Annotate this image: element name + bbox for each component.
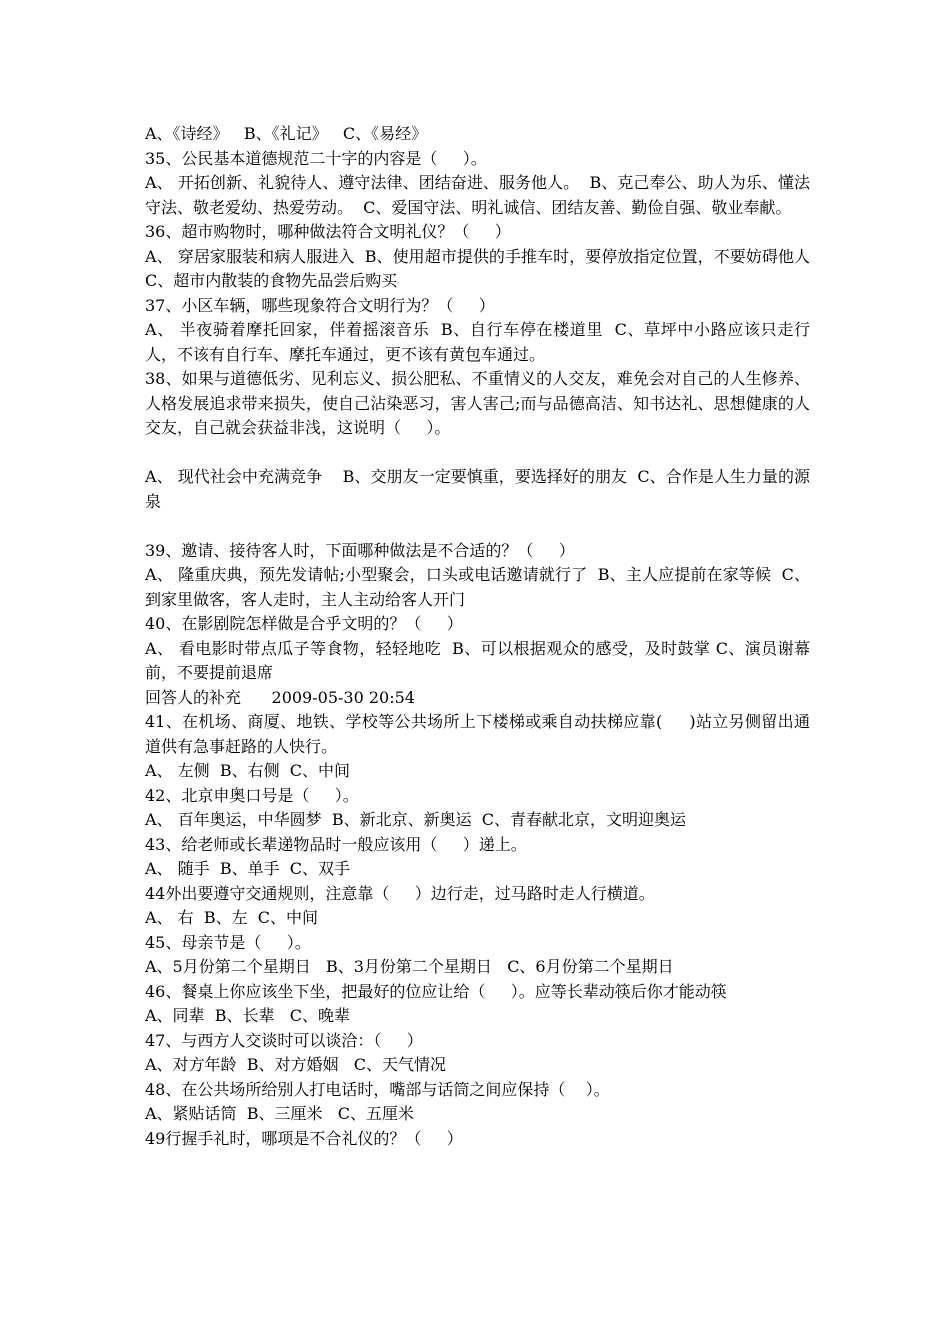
answer-options-48: A、紧贴话筒 B、三厘米 C、五厘米	[145, 1104, 414, 1123]
answer-options-43: A、 随手 B、单手 C、双手	[145, 859, 350, 878]
answer-options-44: A、 右 B、左 C、中间	[145, 908, 318, 927]
question-38: 38、如果与道德低劣、见利忘义、损公肥私、不重情义的人交友，难免会对自己的人生修养、人格发展追求带来损失，使自己沾染恶习，害人害己;而与品德高洁、知书达礼、思想健康的人交友，自己就会获益非浅，这说明（ ）。	[145, 369, 810, 437]
question-39: 39、邀请、接待客人时，下面哪种做法是不合适的？（ ）	[145, 540, 575, 560]
question-36: 36、超市购物时，哪种做法符合文明礼仪？（ ）	[145, 222, 511, 241]
question-37: 37、小区车辆，哪些现象符合文明行为？（ ）	[145, 295, 495, 315]
question-49: 49行握手礼时，哪项是不合礼仪的？（ ）	[145, 1128, 463, 1148]
answer-options-45: A、5月份第二个星期日 B、3月份第二个星期日 C、6月份第二个星期日	[145, 957, 674, 976]
question-43: 43、给老师或长辈递物品时一般应该用（ ）递上。	[145, 834, 527, 854]
question-42: 42、北京申奥口号是（ ）。	[145, 785, 359, 805]
question-41: 41、在机场、商厦、地铁、学校等公共场所上下楼梯或乘自动扶梯应靠( )站立另侧留出通道供有急事赶路的人快行。	[145, 712, 810, 756]
answer-options-40: A、 看电影时带点瓜子等食物，轻轻地吃 B、可以根据观众的感受，及时鼓掌 C、演员谢幕前，不要提前退席	[145, 638, 810, 682]
blank-line	[145, 514, 810, 539]
answer-options-36: A、 穿居家服装和病人服进入 B、使用超市提供的手推车时，要停放指定位置，不要妨碍他人 C、超市内散装的食物先品尝后购买	[145, 246, 821, 290]
answer-options-38: A、 现代社会中充满竞争 B、交朋友一定要慎重，要选择好的朋友 C、合作是人生力量的源泉	[145, 467, 810, 511]
answer-options-39: A、 隆重庆典，预先发请帖;小型聚会，口头或电话邀请就行了 B、主人应提前在家等候 C、到家里做客，客人走时，主人主动给客人开门	[145, 565, 810, 609]
question-45: 45、母亲节是（ ）。	[145, 932, 311, 952]
answer-options-37: A、 半夜骑着摩托回家，伴着摇滚音乐 B、自行车停在楼道里 C、草坪中小路应该只走行人，不该有自行车、摩托车通过，更不该有黄包车通过。	[145, 320, 810, 364]
text-line: A、《诗经》 B、《礼记》 C、《易经》	[145, 124, 428, 143]
answer-options-35: A、 开拓创新、礼貌待人、遵守法律、团结奋进、服务他人。 B、克己奉公、助人为乐、懂法守法、敬老爱幼、热爱劳动。 C、爱国守法、明礼诚信、团结友善、勤俭自强、敬业奉献。	[145, 173, 810, 217]
answer-options-46: A、同辈 B、长辈 C、晚辈	[145, 1006, 350, 1025]
answer-options-42: A、 百年奥运，中华圆梦 B、新北京、新奥运 C、青春献北京，文明迎奥运	[145, 810, 686, 829]
question-48: 48、在公共场所给别人打电话时，嘴部与话筒之间应保持（ ）。	[145, 1079, 610, 1099]
question-46: 46、餐桌上你应该坐下坐，把最好的位应让给（ ）。应等长辈动筷后你才能动筷	[145, 981, 727, 1001]
supplement-note: 回答人的补充 2009-05-30 20:54	[145, 687, 415, 707]
question-40: 40、在影剧院怎样做是合乎文明的？（ ）	[145, 614, 463, 633]
answer-options-47: A、对方年龄 B、对方婚姻 C、天气情况	[145, 1055, 446, 1074]
answer-options-41: A、 左侧 B、右侧 C、中间	[145, 761, 350, 780]
question-44: 44外出要遵守交通规则，注意靠（ ）边行走，过马路时走人行横道。	[145, 883, 655, 903]
blank-line	[145, 441, 810, 466]
question-47: 47、与西方人交谈时可以谈洽：（ ）	[145, 1030, 423, 1050]
document-page	[145, 122, 821, 1151]
question-35: 35、公民基本道德规范二十字的内容是（ ）。	[145, 148, 487, 168]
